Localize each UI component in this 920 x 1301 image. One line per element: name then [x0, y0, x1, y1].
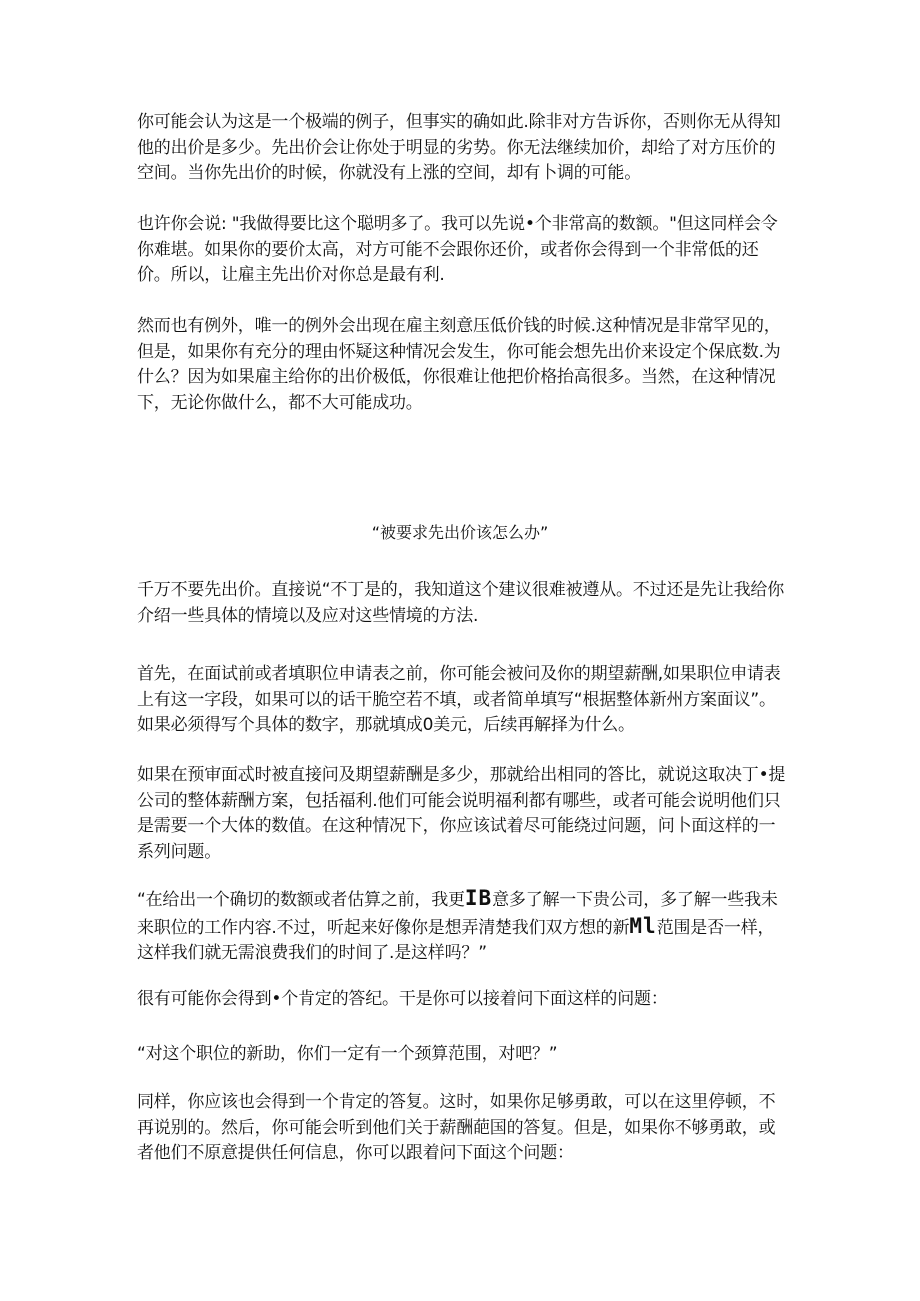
paragraph-7-part-2: 意多了解一下贵公司，多了解一些我未来职位的工作内容.不过，听起来好像你是想弄清楚我们双方想的新 — [137, 890, 778, 938]
paragraph-1: 你可能会认为这是一个极端的例子，但事实的确如此.除非对方告诉你，否则你无从得知他的出价是多少。先出价会让你处于明显的劣势。你无法继续加价，却给了对方压价的空间。当你先出价的时候，你就没有上涨的空间，却有卜调的可能。 — [137, 112, 781, 183]
paragraph-10: 同样，你应该也会得到一个肯定的答复。这时，如果你足够勇敢，可以在这里停顿，不再说别的。然后，你可能会听到他们关于薪酬葩国的答复。但是，如果你不够勇敢，或者他们不原意提供任何信息，你可以跟着问下面这个问题： — [137, 1092, 776, 1163]
paragraph-7-glyph-1: IB — [464, 886, 493, 910]
paragraph-5: 首先，在面试前或者填职位申请表之前，你可能会被问及你的期望薪酬,如果职位申请表上有这一字段，如果可以的话干脆空若不填，或者简单填写“根据整体新州方案面议”。如果必须得写个具体的数字，那就填成0美元，后续再解择为什么。 — [137, 664, 781, 735]
paragraph-7-part-3: 范围是否一样，这样我们就无需浪费我们的时间了.是这样吗？” — [137, 917, 775, 963]
paragraph-6: 如果在预审面忒时被直接问及期望薪酬是多少，那就给出相同的答比，就说这取决丁•提公司的整体薪酬方案，包括福利.他们可能会说明福利都有哪些，或者可能会说明他们只是需要一个大体的数值。在这种情况下，你应该试着尽可能绕过问题，问卜面这样的一系列问题。 — [137, 765, 786, 862]
section-heading: “被要求先出价该怎么办” — [371, 523, 549, 542]
paragraph-3: 然而也有例外，唯一的例外会出现在雇主刻意压低价钱的时候.这种情况是非常罕见的，但是，如果你有充分的理由怀疑这种情况会发生，你可能会想先出价来设定个保底数.为什么？因为如果雇主给你的出价极低，你很难让他把价格抬高很多。当然，在这种情况下，无论你做什么，都不大可能成功。 — [137, 316, 781, 413]
paragraph-7-part-1: “在给出一个确切的数额或者估算之前，我更 — [137, 890, 465, 910]
paragraph-7 — [137, 886, 787, 967]
paragraph-8: 很有可能你会得到•个肯定的答纪。干是你可以接着问下面这样的问题： — [137, 989, 668, 1009]
paragraph-9: “对这个职位的新助，你们一定有一个颈算范围，对吧？” — [137, 1044, 558, 1064]
paragraph-7-glyph-2: Ml — [629, 913, 657, 938]
paragraph-4: 千万不要先出价。直接说“不丁是的，我知道这个建议很难被遵从。不过还是先让我给你介绍一些具体的情境以及应对这些情境的方法. — [137, 580, 785, 626]
paragraph-2: 也许你会说: "我做得要比这个聪明多了。我可以先说•个非常高的数额。"但这同样会令你难堪。如果你的要价太高，对方可能不会跟你还价，或者你会得到一个非常低的还价。所以，让雇主先出价对你总是最有利. — [137, 214, 778, 285]
